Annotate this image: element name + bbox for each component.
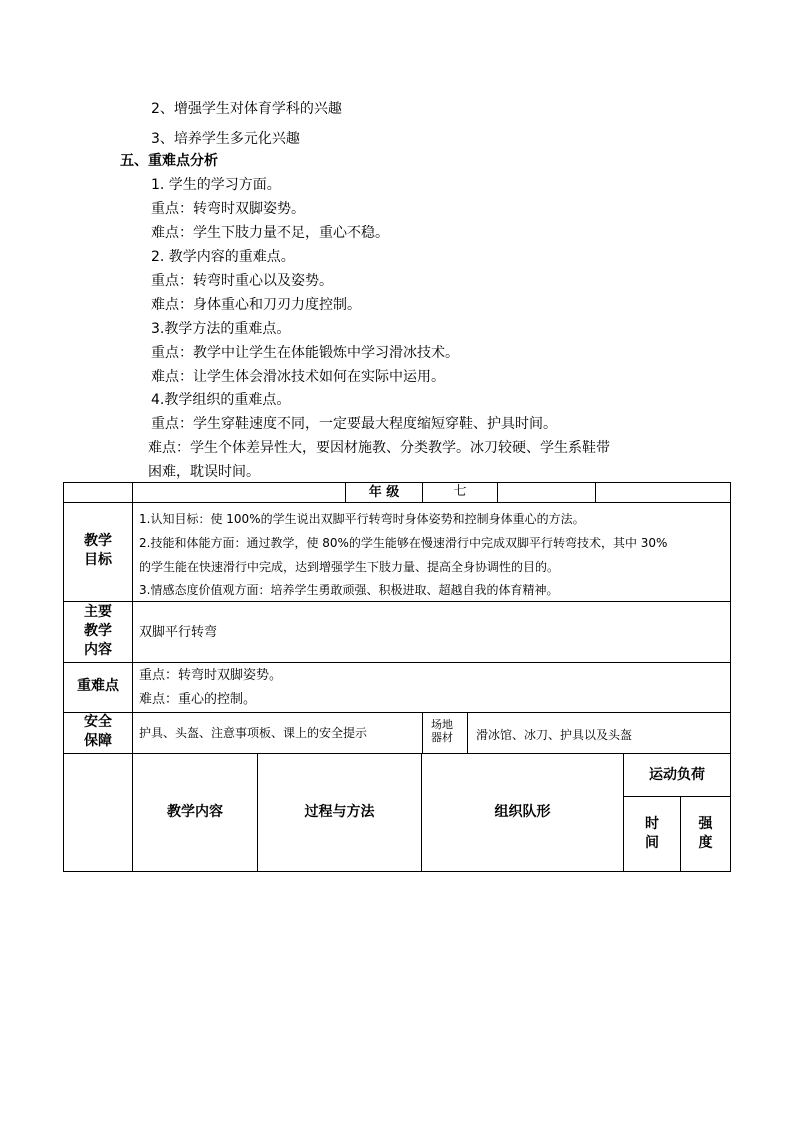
table-border-bottom xyxy=(63,871,731,872)
point-4-key: 重点：学生穿鞋速度不同，一定要最大程度缩短穿鞋、护具时间。 xyxy=(151,416,557,432)
venue-label-line: 场地 xyxy=(431,718,453,731)
point-4-difficulty-cont: 困难，耽误时间。 xyxy=(148,464,260,480)
grade-label: 年 级 xyxy=(368,485,400,500)
col-intensity-line: 度 xyxy=(698,835,713,851)
objective-3: 3.情感态度价值观方面：培养学生勇敢顽强、积极进取、超越自我的体育精神。 xyxy=(139,583,559,597)
venue-label xyxy=(431,718,453,744)
grade-cell-divider xyxy=(595,482,596,503)
keypoint-value: 重点：转弯时双脚姿势。 xyxy=(139,668,283,683)
point-1-difficulty: 难点：学生下肢力量不足，重心不稳。 xyxy=(151,225,389,241)
col-intensity xyxy=(681,815,730,853)
point-2-title: 2. 教学内容的重难点。 xyxy=(151,249,295,265)
table-row-divider xyxy=(63,502,731,503)
objective-2: 2.技能和体能方面：通过教学，使 80%的学生能够在慢速滑行中完成双脚平行转弯技术，其中 30% xyxy=(139,536,668,550)
point-2-difficulty: 难点：身体重心和刀刃力度控制。 xyxy=(151,297,361,313)
difficulty-value: 难点：重心的控制。 xyxy=(139,692,257,707)
objective-1: 1.认知目标：使 100%的学生说出双脚平行转弯时身体姿势和控制身体重心的方法。 xyxy=(139,512,585,526)
table-row-divider xyxy=(63,601,731,602)
venue-label-line: 器材 xyxy=(431,731,453,744)
objectives-label xyxy=(64,532,132,570)
grade-value: 七 xyxy=(453,484,467,499)
safety-cell-divider xyxy=(422,712,423,754)
safety-label-line: 保障 xyxy=(84,733,112,749)
table-row-divider xyxy=(63,712,731,713)
content-value: 双脚平行转弯 xyxy=(139,625,218,640)
content-label xyxy=(64,603,132,660)
col-time-line: 时 xyxy=(645,816,659,832)
col-process-method: 过程与方法 xyxy=(304,804,375,820)
table-border-right xyxy=(730,482,731,872)
goal-item-3: 3、培养学生多元化兴趣 xyxy=(151,131,300,147)
grade-cell-divider xyxy=(497,482,498,503)
col-time xyxy=(624,815,680,853)
keypoints-label: 重难点 xyxy=(77,678,119,694)
point-4-title: 4.教学组织的重难点。 xyxy=(151,392,291,408)
table-load-divider xyxy=(623,796,731,797)
content-label-line: 教学 xyxy=(84,623,112,639)
point-1-title: 1. 学生的学习方面。 xyxy=(151,177,281,193)
point-2-key: 重点：转弯时重心以及姿势。 xyxy=(151,273,333,289)
content-label-line: 主要 xyxy=(84,604,112,620)
objective-2-cont: 的学生能在快速滑行中完成，达到增强学生下肢力量、提高全身协调性的目的。 xyxy=(139,560,560,574)
content-label-line: 内容 xyxy=(84,642,112,658)
table-row-divider xyxy=(63,753,731,754)
col-time-line: 间 xyxy=(645,835,659,851)
goal-item-2: 2、增强学生对体育学科的兴趣 xyxy=(151,101,342,117)
point-3-title: 3.教学方法的重难点。 xyxy=(151,321,291,337)
col-intensity-line: 强 xyxy=(698,816,713,832)
col-formation: 组织队形 xyxy=(494,804,551,820)
objectives-label-line: 目标 xyxy=(84,552,112,568)
col-teaching-content: 教学内容 xyxy=(167,804,223,820)
point-1-key: 重点：转弯时双脚姿势。 xyxy=(151,201,305,217)
section-title: 五、重难点分析 xyxy=(120,153,218,169)
point-4-difficulty: 难点：学生个体差异性大，要因材施教、分类教学。冰刀较硬、学生系鞋带 xyxy=(148,440,610,456)
safety-label-line: 安全 xyxy=(84,714,112,730)
safety-value: 护具、头盔、注意事项板、课上的安全提示 xyxy=(139,726,368,740)
col-exercise-load: 运动负荷 xyxy=(649,767,705,783)
safety-label xyxy=(64,713,132,751)
point-3-key: 重点：教学中让学生在体能锻炼中学习滑冰技术。 xyxy=(151,345,459,361)
venue-value: 滑冰馆、冰刀、护具以及头盔 xyxy=(476,728,633,742)
objectives-label-line: 教学 xyxy=(84,533,112,549)
table-row-divider xyxy=(63,662,731,663)
point-3-difficulty: 难点：让学生体会滑冰技术如何在实际中运用。 xyxy=(151,369,445,385)
safety-cell-divider xyxy=(467,712,468,754)
